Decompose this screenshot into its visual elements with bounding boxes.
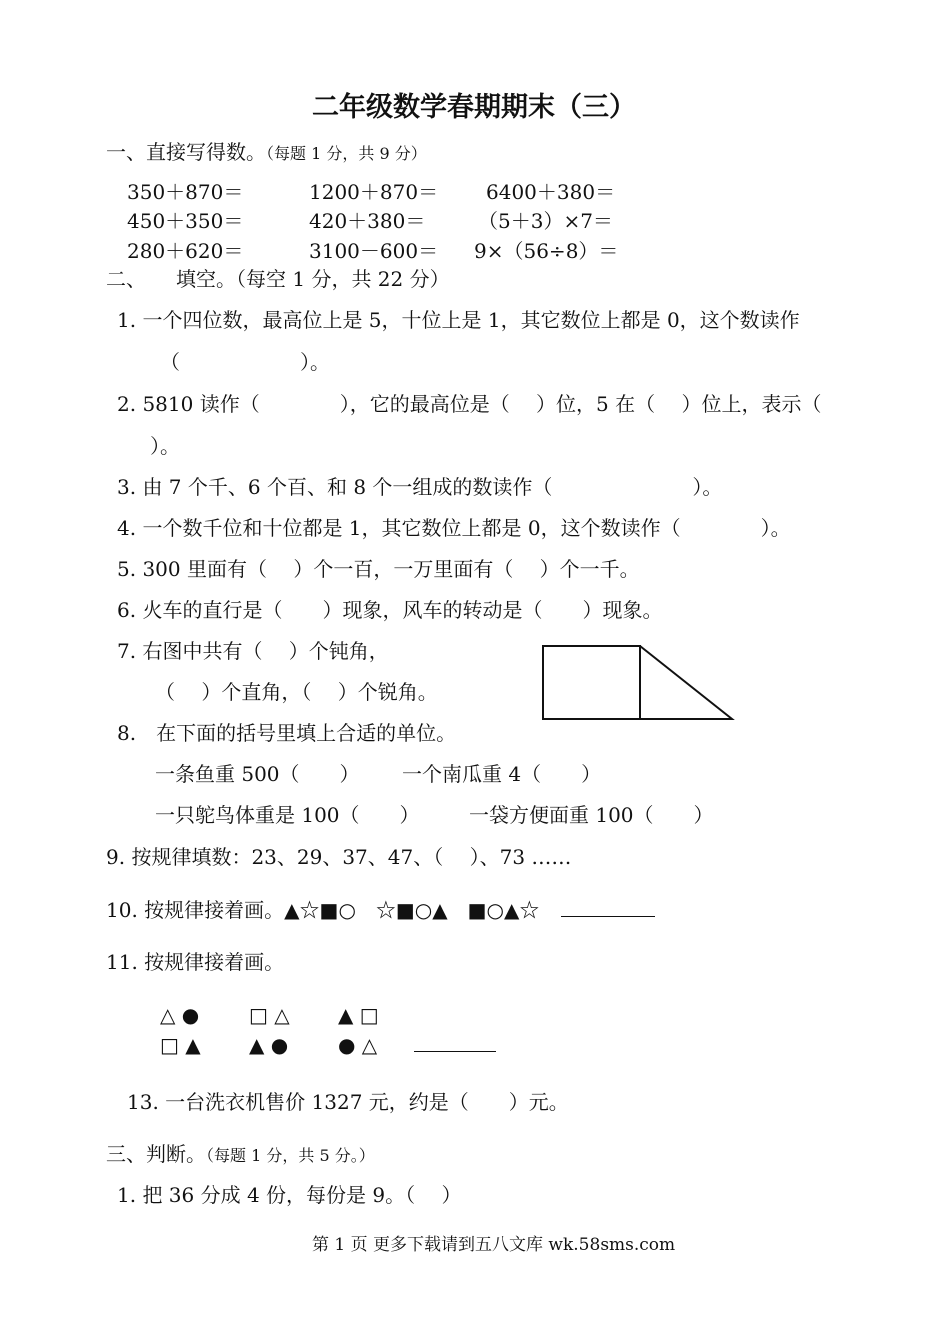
calc-item: 1200＋870＝ xyxy=(309,180,439,204)
question-5: 5. 300 里面有（ ）个一百，一万里面有（ ）个一千。 xyxy=(117,557,640,581)
question-4: 4. 一个数千位和十位都是 1，其它数位上都是 0，这个数读作（ ）。 xyxy=(117,516,791,540)
calc-item: 450＋350＝ xyxy=(127,209,244,233)
pattern-group: □ ▲ xyxy=(160,1033,201,1057)
pattern-group: ▲ ● xyxy=(249,1033,289,1057)
angle-figure xyxy=(540,643,740,723)
calc-item: （5＋3）×7＝ xyxy=(478,209,613,233)
page-footer: 第 1 页 更多下载请到五八文库 wk.58sms.com xyxy=(312,1235,676,1255)
question-11: 11. 按规律接着画。 xyxy=(106,950,285,974)
question-10 xyxy=(106,898,655,922)
pattern-group: ▲ □ xyxy=(338,1003,379,1027)
figure-triangle xyxy=(640,646,732,719)
question-3: 3. 由 7 个千、6 个百、和 8 个一组成的数读作（ ）。 xyxy=(117,475,723,499)
question-1-line2: （ ）。 xyxy=(160,350,330,374)
calc-item: 3100－600＝ xyxy=(309,239,439,263)
question-8-d: 一袋方便面重 100（ ） xyxy=(469,803,714,827)
question-8-a: 一条鱼重 500（ ） xyxy=(155,762,360,786)
answer-blank xyxy=(561,898,655,917)
question-6: 6. 火车的直行是（ ）现象，风车的转动是（ ）现象。 xyxy=(117,598,663,622)
question-13: 13. 一台洗衣机售价 1327 元，约是（ ）元。 xyxy=(127,1090,569,1114)
calc-item: 9×（56÷8）＝ xyxy=(474,239,619,263)
section1-heading-text: 一、直接写得数。 xyxy=(106,140,266,164)
calc-item: 420＋380＝ xyxy=(309,209,426,233)
calc-item: 350＋870＝ xyxy=(127,180,244,204)
section1-note: （每题 1 分，共 9 分） xyxy=(266,144,427,163)
pattern-group: △ ● xyxy=(160,1003,200,1027)
calc-item: 280＋620＝ xyxy=(127,239,244,263)
page-title: 二年级数学春期期末（三） xyxy=(312,92,636,123)
section3-heading xyxy=(106,1142,375,1168)
question-10-text: 10. 按规律接着画。▲☆■○ ☆■○▲ ■○▲☆ xyxy=(106,898,540,922)
calc-item: 6400＋380＝ xyxy=(486,180,616,204)
judge-question-1: 1. 把 36 分成 4 份，每份是 9。（ ） xyxy=(117,1183,462,1207)
question-7-line2: （ ）个直角，（ ）个锐角。 xyxy=(155,680,438,704)
question-7-line1: 7. 右图中共有（ ）个钝角， xyxy=(117,639,389,663)
figure-rectangle xyxy=(543,646,640,719)
section3-note: （每题 1 分，共 5 分。） xyxy=(206,1146,375,1165)
pattern-group: □ △ xyxy=(249,1003,290,1027)
answer-blank xyxy=(414,1033,496,1052)
question-2-line1: 2. 5810 读作（ ），它的最高位是（ ）位，5 在（ ）位上，表示（ xyxy=(117,392,822,416)
question-9: 9. 按规律填数：23、29、37、47、（ ）、73 …… xyxy=(106,845,572,869)
section2-heading: 二、 填空。（每空 1 分，共 22 分） xyxy=(106,267,450,291)
question-8-c: 一只鸵鸟体重是 100（ ） xyxy=(155,803,420,827)
question-2-line2: ）。 xyxy=(150,434,180,458)
question-8: 8. 在下面的括号里填上合适的单位。 xyxy=(117,721,457,745)
section3-heading-text: 三、判断。 xyxy=(106,1142,206,1166)
question-1-line1: 1. 一个四位数，最高位上是 5，十位上是 1，其它数位上都是 0，这个数读作 xyxy=(117,308,800,332)
section1-heading xyxy=(106,140,427,166)
pattern-group: ● △ xyxy=(338,1033,378,1057)
question-8-b: 一个南瓜重 4（ ） xyxy=(402,762,602,786)
